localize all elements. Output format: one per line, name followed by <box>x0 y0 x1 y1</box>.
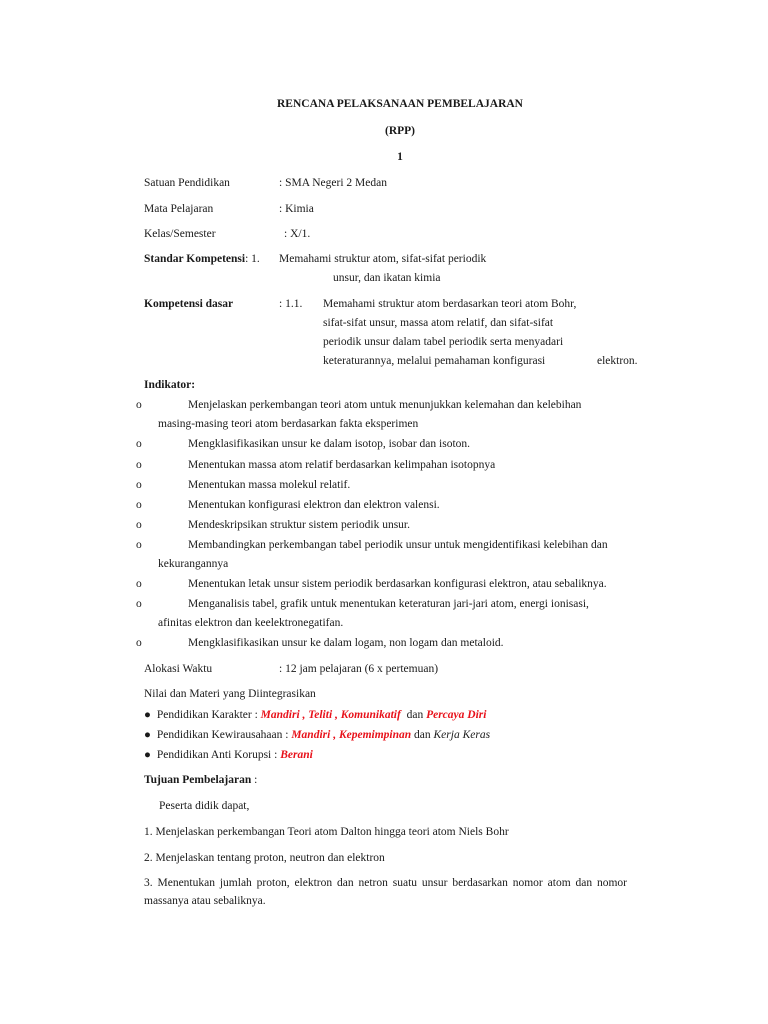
alokasi-label: Alokasi Waktu <box>144 663 213 675</box>
indikator-item: Menentukan letak unsur sistem periodik berdasarkan konfigurasi elektron, atau sebaliknya. <box>188 578 607 590</box>
tujuan-item-3: 3. Menentukan jumlah proton, elektron dan netron suatu unsur berdasarkan nomor atom dan nomor <box>144 877 628 889</box>
satuan-value: : SMA Negeri 2 Medan <box>279 177 387 189</box>
karakter-value-2: Percaya Diri <box>426 709 487 721</box>
kewira-value-2: Kerja Keras <box>433 729 491 741</box>
indikator-marker: o <box>136 598 142 610</box>
standar-label: Standar Kompetensi <box>144 253 246 265</box>
standar-sep: : 1. <box>245 253 260 265</box>
bullet-icon: ● <box>144 709 151 721</box>
indikator-item-cont: kekurangannya <box>158 558 229 570</box>
indikator-item: Mengklasifikasikan unsur ke dalam isotop, isobar dan isoton. <box>188 438 471 450</box>
indikator-marker: o <box>136 479 142 491</box>
document-subtitle: (RPP) <box>384 125 415 137</box>
kompetensi-line-1: Memahami struktur atom berdasarkan teori atom Bohr, <box>323 298 577 310</box>
nilai-karakter <box>144 708 486 723</box>
tujuan-item-1: 1. Menjelaskan perkembangan Teori atom Dalton hingga teori atom Niels Bohr <box>144 826 509 838</box>
tujuan-item-2: 2. Menjelaskan tentang proton, neutron dan elektron <box>144 852 385 864</box>
indikator-marker: o <box>136 438 142 450</box>
indikator-item: Menentukan konfigurasi elektron dan elektron valensi. <box>188 499 440 511</box>
kompetensi-line-4: keteraturannya, melalui pemahaman konfigurasi <box>323 355 546 367</box>
satuan-label: Satuan Pendidikan <box>144 177 230 189</box>
tujuan-item-3-cont: massanya atau sebaliknya. <box>144 895 266 907</box>
indikator-item: Menentukan massa molekul relatif. <box>188 479 351 491</box>
mapel-value: : Kimia <box>279 203 314 215</box>
kompetensi-line-2: sifat-sifat unsur, massa atom relatif, dan sifat-sifat <box>323 317 554 329</box>
tujuan-heading <box>144 773 257 788</box>
mapel-label: Mata Pelajaran <box>144 203 214 215</box>
karakter-values: Mandiri , Teliti , Komunikatif <box>260 709 401 721</box>
indikator-label: Indikator: <box>144 379 196 391</box>
indikator-item: Menjelaskan perkembangan teori atom untuk menunjukkan kelemahan dan kelebihan <box>188 399 582 411</box>
kompetensi-label: Kompetensi dasar <box>144 298 234 310</box>
indikator-marker: o <box>136 399 142 411</box>
kompetensi-line-4-end: elektron. <box>597 355 638 367</box>
indikator-marker: o <box>136 519 142 531</box>
indikator-item-cont: afinitas elektron dan keelektronegatifan. <box>158 617 344 629</box>
indikator-item: Mendeskripsikan struktur sistem periodik unsur. <box>188 519 410 531</box>
nilai-heading: Nilai dan Materi yang Diintegrasikan <box>144 688 316 700</box>
standar-kompetensi <box>144 252 260 267</box>
indikator-marker: o <box>136 539 142 551</box>
bullet-icon: ● <box>144 749 151 761</box>
kelas-label: Kelas/Semester <box>144 228 216 240</box>
karakter-dan: dan <box>406 709 424 721</box>
kompetensi-line-3: periodik unsur dalam tabel periodik serta menyadari <box>323 336 564 348</box>
nilai-kewirausahaan <box>144 728 490 743</box>
indikator-marker: o <box>136 578 142 590</box>
tujuan-colon: : <box>254 774 258 786</box>
korupsi-label: Pendidikan Anti Korupsi : <box>156 749 278 761</box>
document-title: RENCANA PELAKSANAAN PEMBELAJARAN <box>277 98 523 110</box>
korupsi-value: Berani <box>280 749 313 761</box>
kewira-label: Pendidikan Kewirausahaan : <box>156 729 289 741</box>
indikator-marker: o <box>136 459 142 471</box>
document-number: 1 <box>397 151 403 163</box>
indikator-item: Mengklasifikasikan unsur ke dalam logam, non logam dan metaloid. <box>188 637 504 649</box>
karakter-label: Pendidikan Karakter : <box>156 709 258 721</box>
indikator-item: Menentukan massa atom relatif berdasarkan kelimpahan isotopnya <box>188 459 496 471</box>
indikator-marker: o <box>136 499 142 511</box>
indikator-item-cont: masing-masing teori atom berdasarkan fakta eksperimen <box>158 418 419 430</box>
indikator-item: Menganalisis tabel, grafik untuk menentukan keteraturan jari-jari atom, energi ionisasi, <box>188 598 589 610</box>
indikator-item: Membandingkan perkembangan tabel periodik unsur untuk mengidentifikasi kelebihan dan <box>188 539 608 551</box>
standar-line-2: unsur, dan ikatan kimia <box>333 272 441 284</box>
bullet-icon: ● <box>144 729 151 741</box>
standar-line-1: Memahami struktur atom, sifat-sifat periodik <box>279 253 487 265</box>
kewira-values: Mandiri , Kepemimpinan <box>291 729 412 741</box>
kompetensi-sep: : 1.1. <box>279 298 303 310</box>
tujuan-label: Tujuan Pembelajaran <box>144 774 252 786</box>
tujuan-intro: Peserta didik dapat, <box>159 800 250 812</box>
kelas-value: : X/1. <box>284 228 311 240</box>
indikator-marker: o <box>136 637 142 649</box>
nilai-anti-korupsi <box>144 748 313 763</box>
kewira-dan: dan <box>414 729 431 741</box>
alokasi-value: : 12 jam pelajaran (6 x pertemuan) <box>279 663 439 675</box>
